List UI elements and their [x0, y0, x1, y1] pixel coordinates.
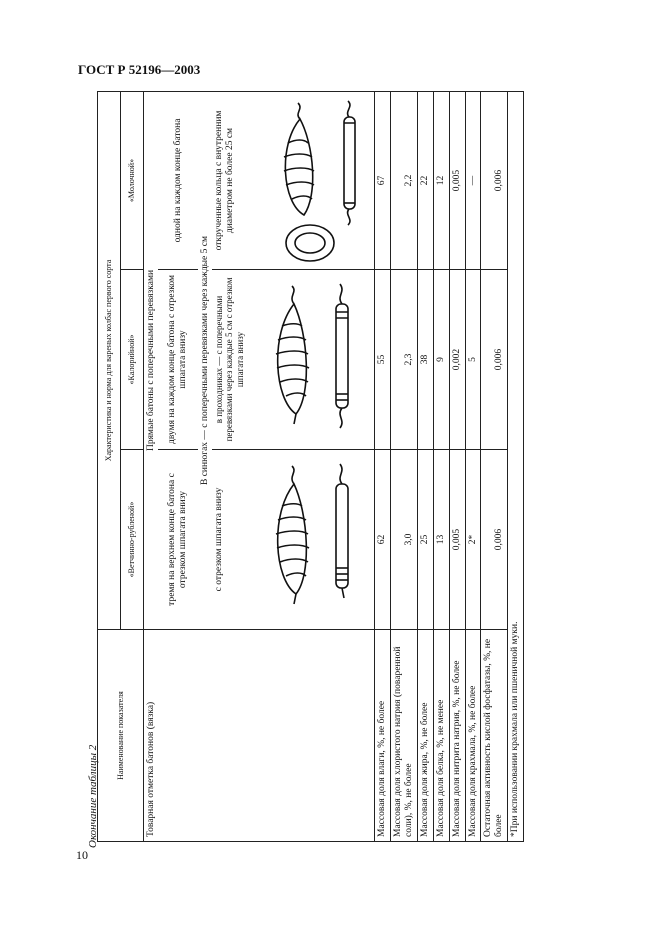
cell-kal: 5 [465, 270, 481, 450]
cell-mol: 0,006 [481, 91, 508, 269]
cell-mol: 0,005 [449, 91, 465, 269]
table-row [465, 91, 481, 841]
drawing-vet-cell [262, 450, 375, 630]
rotated-table [97, 92, 594, 842]
cell-mol: 2,2 [390, 91, 417, 269]
row-name: Массовая доля хлористого натрия (поваренной соли), %, не более [390, 630, 417, 842]
row-name: Массовая доля влаги, %, не более [375, 630, 391, 842]
table-caption: Окончание таблицы 2 [87, 744, 99, 848]
row-name: Массовая доля белка, %, не менее [433, 630, 449, 842]
table-row [433, 91, 449, 841]
straight-title: Прямые батоны с поперечными перевязками [144, 91, 159, 629]
group-header: Характеристика и норма для вареных колбас первого сорта [98, 91, 121, 629]
sausage-drawing-vetchinno [264, 455, 372, 625]
sausage-drawing-kaloriynaya [264, 275, 372, 445]
sausage-drawing-molochnaya [264, 96, 372, 266]
cell-vet: 13 [433, 450, 449, 630]
column-kaloriynaya: «Калорийной» [121, 270, 144, 450]
row-name: Остаточная активность кислой фосфатазы, %, не более [481, 630, 508, 842]
drawing-mol-cell [262, 91, 375, 269]
cell-vet: 2* [465, 450, 481, 630]
cell-mol: — [465, 91, 481, 269]
name-header: Наименование показателя [98, 630, 144, 842]
casing-kal: в проходниках — с поперечными перевязками через каждые 5 см с отрезком шпагата внизу [212, 270, 262, 450]
standard-title: ГОСТ Р 52196—2003 [78, 62, 201, 77]
indicators-table [97, 91, 524, 842]
straight-vet: тремя на верхнем конце батона с отрезком шпагата внизу [158, 450, 198, 630]
cell-mol: 22 [417, 91, 433, 269]
casing-title: В синюгах — с поперечными перевязками через каждые 5 см [198, 91, 212, 629]
table-row [449, 91, 465, 841]
row-name: Массовая доля жира, %, не более [417, 630, 433, 842]
cell-kal: 0,006 [481, 270, 508, 450]
column-molochnaya: «Молочной» [121, 91, 144, 269]
table-row [390, 91, 417, 841]
table-row [417, 91, 433, 841]
cell-vet: 0,006 [481, 450, 508, 630]
cell-kal: 38 [417, 270, 433, 450]
cell-kal: 9 [433, 270, 449, 450]
row-name: Массовая доля нитрита натрия, %, не более [449, 630, 465, 842]
cell-mol: 12 [433, 91, 449, 269]
cell-kal: 55 [375, 270, 391, 450]
casing-mol: открученные кольца с внутренним диаметром не более 25 см [212, 91, 262, 269]
page-number: 10 [76, 848, 88, 862]
column-vetchinno: «Ветчинно-рубленой» [121, 450, 144, 630]
cell-vet: 25 [417, 450, 433, 630]
table-row [375, 91, 391, 841]
cell-vet: 62 [375, 450, 391, 630]
footnote: *При использовании крахмала или пшеничной муки. [508, 91, 524, 841]
drawing-kal-cell [262, 270, 375, 450]
cell-mol: 67 [375, 91, 391, 269]
cell-kal: 2,3 [390, 270, 417, 450]
cell-kal: 0,002 [449, 270, 465, 450]
straight-kal: двумя на каждом конце батона с отрезком шпагата внизу [158, 270, 198, 450]
straight-mol: одной на каждом конце батона [158, 91, 198, 269]
marking-label: Товарная отметка батонов (вязка) [144, 630, 375, 842]
table-row [481, 91, 508, 841]
cell-vet: 3,0 [390, 450, 417, 630]
casing-vet: с отрезком шпагата внизу [212, 450, 262, 630]
cell-vet: 0,005 [449, 450, 465, 630]
row-name: Массовая доля крахмала, %, не более [465, 630, 481, 842]
